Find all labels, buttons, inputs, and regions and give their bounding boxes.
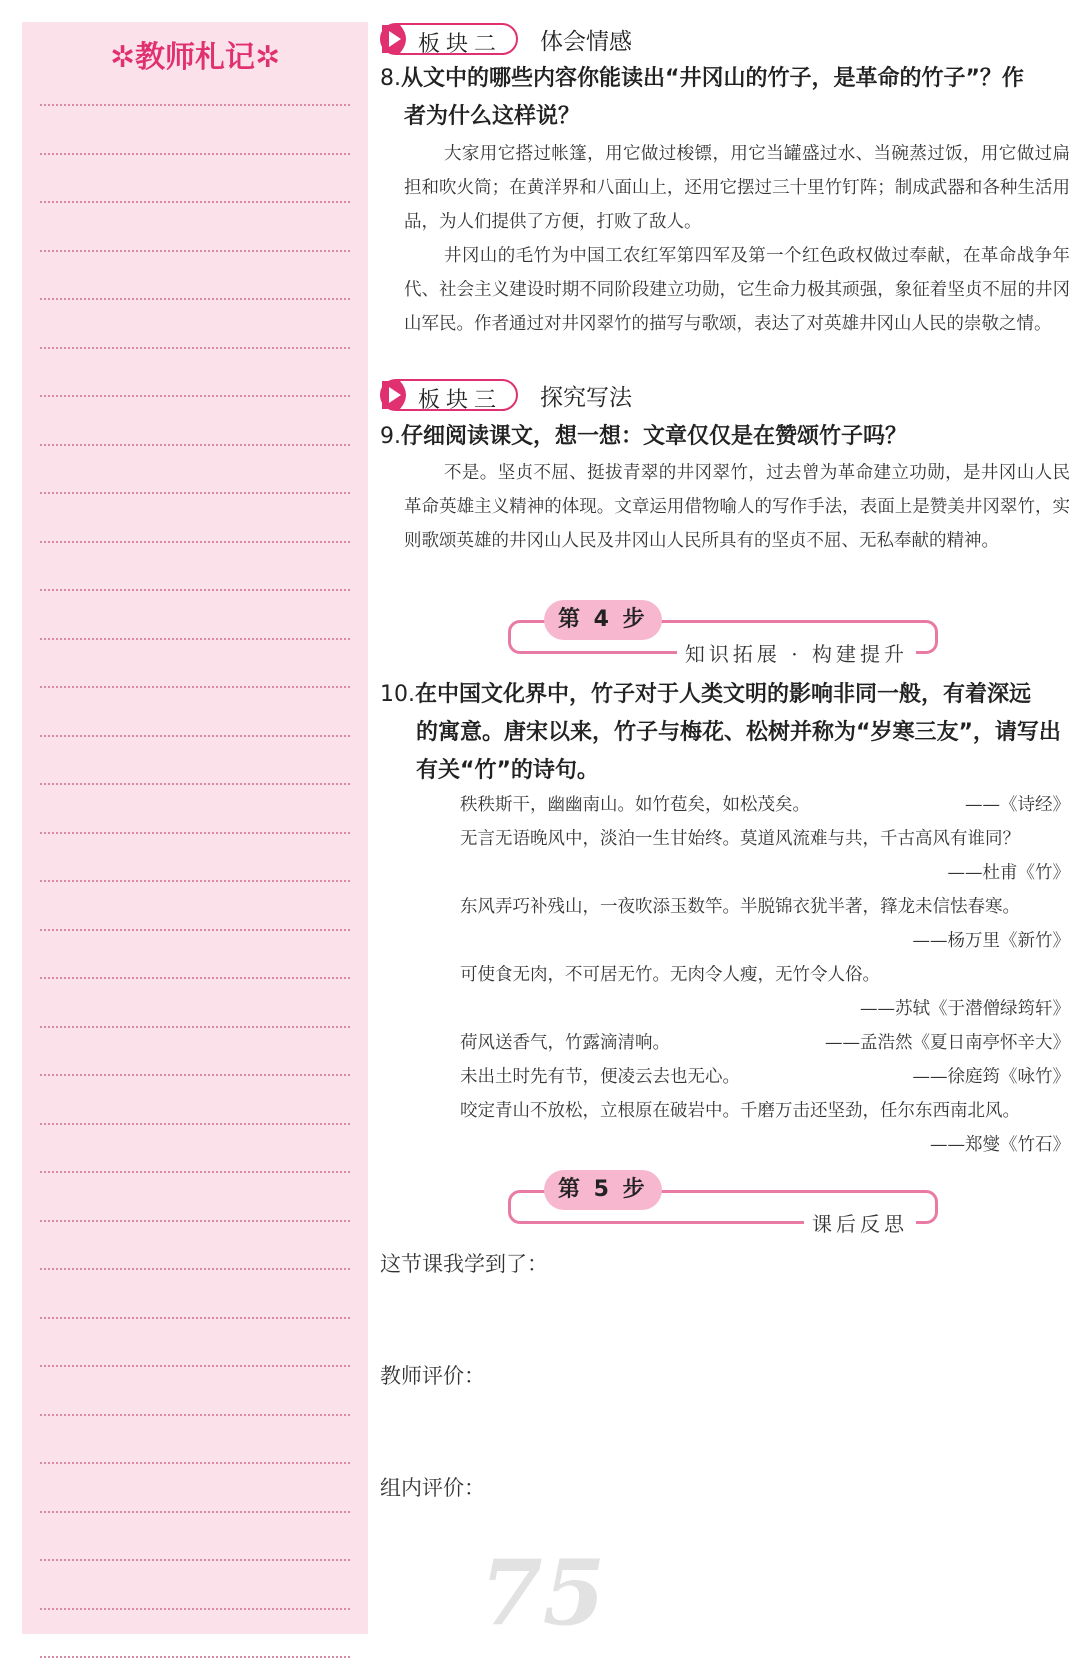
question-text: 在中国文化界中，竹子对于人类文明的影响非同一般，有着深远 [415,682,1032,707]
learned-label: 这节课我学到了： [380,1252,548,1276]
poem-list [420,788,1070,1162]
answer-8-para-1: 大家用它搭过帐篷，用它做过梭镖，用它当罐盛过水、当碗蒸过饭，用它做过扁担和吹火筒；在黄洋界和八面山上，还用它摆过三十里竹钉阵；制成武器和各种生活用品，为人们提供了方便，打败了敌人。 [404,144,1070,232]
question-10 [380,676,1070,790]
note-line [40,492,350,494]
question-9 [380,418,1070,456]
question-text-cont: 有关“竹”的诗句。 [416,758,599,783]
poem-item [420,958,1070,1026]
poem-text: 荷风送香气，竹露滴清响。 [460,1033,670,1053]
sidebar-title: ✲教师札记✲ [109,40,281,75]
step-subtitle: 课后反思 [804,1208,916,1237]
step-label: 第 4 步 [544,600,662,640]
group-evaluation-label: 组内评价： [380,1476,485,1500]
section-tag [380,23,518,55]
question-number: 8. [380,66,401,91]
page-number: 75 [480,1540,606,1646]
main-content [380,0,1070,1680]
note-line [40,638,350,640]
note-line [40,1414,350,1416]
note-line [40,201,350,203]
note-line [40,1365,350,1367]
poem-text: 未出土时先有节，便凌云去也无心。 [460,1067,740,1087]
question-number: 9. [380,424,401,449]
question-text-cont: 的寓意。唐宋以来，竹子与梅花、松树并称为“岁寒三友”，请写出 [416,720,1061,745]
poem-item [420,890,1070,958]
section-header-2 [380,22,632,56]
answer-8-para-2: 井冈山的毛竹为中国工农红军第四军及第一个红色政权做过奉献，在革命战争年代、社会主义建设时期不同阶段建立功勋，它生命力极其顽强，象征着坚贞不屈的井冈山军民。作者通过对井冈翠竹的描写与歌颂，表达了对英雄井冈山人民的崇敬之情。 [404,246,1070,334]
note-line [40,444,350,446]
poem-source: ——徐庭筠《咏竹》 [912,1067,1070,1087]
note-line [40,1268,350,1270]
section-title: 体会情感 [540,28,632,55]
poem-item [420,1094,1070,1162]
question-text: 仔细阅读课文，想一想：文章仅仅是在赞颂竹子吗？ [401,424,908,449]
step-5-banner [508,1170,938,1242]
note-line [40,686,350,688]
play-triangle-icon [380,379,414,411]
note-line [40,1608,350,1610]
note-line [40,735,350,737]
step-label: 第 5 步 [544,1170,662,1210]
section-title: 探究写法 [540,384,632,411]
note-line [40,977,350,979]
note-line [40,1559,350,1561]
section-header-3 [380,378,632,412]
note-line [40,250,350,252]
section-tag-label: 板块二 [418,32,503,57]
section-tag-label: 板块三 [418,388,503,413]
poem-source: ——苏轼《于潜僧绿筠轩》 [860,999,1070,1019]
note-line [40,1462,350,1464]
note-line [40,880,350,882]
poem-item [420,822,1070,890]
note-line [40,1074,350,1076]
note-line [40,929,350,931]
poem-text: 秩秩斯干，幽幽南山。如竹苞矣，如松茂矣。 [460,795,810,815]
poem-text: 咬定青山不放松，立根原在破岩中。千磨万击还坚劲，任尔东西南北风。 [460,1101,1020,1121]
note-line [40,104,350,106]
note-line [40,589,350,591]
teacher-notes-sidebar [22,22,368,1634]
note-line [40,298,350,300]
note-line [40,1171,350,1173]
question-number: 10. [380,682,415,707]
answer-9: 不是。坚贞不屈、挺拔青翠的井冈翠竹，过去曾为革命建立功勋，是井冈山人民革命英雄主义精神的体现。文章运用借物喻人的写作手法，表面上是赞美井冈翠竹，实则歌颂英雄的井冈山人民及井冈山人民所具有的坚贞不屈、无私奉献的精神。 [404,463,1070,551]
note-line [40,1317,350,1319]
note-line [40,832,350,834]
section-tag [380,379,518,411]
teacher-evaluation-label: 教师评价： [380,1364,485,1388]
note-line [40,395,350,397]
poem-source: ——杨万里《新竹》 [912,931,1070,951]
note-line [40,347,350,349]
poem-item [420,788,1070,822]
poem-item [420,1026,1070,1060]
note-line [40,1026,350,1028]
note-line [40,1511,350,1513]
poem-source: ——《诗经》 [965,795,1070,815]
note-line [40,783,350,785]
note-line [40,1123,350,1125]
question-8 [380,60,1070,136]
note-line [40,541,350,543]
poem-source: ——郑燮《竹石》 [930,1135,1070,1155]
step-subtitle: 知识拓展 · 构建提升 [677,638,916,667]
question-text: 从文中的哪些内容你能读出“井冈山的竹子，是革命的竹子”？作 [401,66,1024,91]
poem-text: 无言无语晚风中，淡泊一生甘始终。莫道风流难与共，千古高风有谁同？ [460,829,1020,849]
note-line [40,1220,350,1222]
step-4-banner [508,600,938,672]
poem-item [420,1060,1070,1094]
note-line [40,1656,350,1658]
poem-text: 可使食无肉，不可居无竹。无肉令人瘦，无竹令人俗。 [460,965,880,985]
play-triangle-icon [380,23,414,55]
question-text-cont: 者为什么这样说？ [404,104,581,129]
note-line [40,153,350,155]
poem-source: ——杜甫《竹》 [947,863,1070,883]
poem-text: 东风弄巧补残山，一夜吹添玉数竿。半脱锦衣犹半著，箨龙未信怯春寒。 [460,897,1020,917]
poem-source: ——孟浩然《夏日南亭怀辛大》 [825,1033,1070,1053]
